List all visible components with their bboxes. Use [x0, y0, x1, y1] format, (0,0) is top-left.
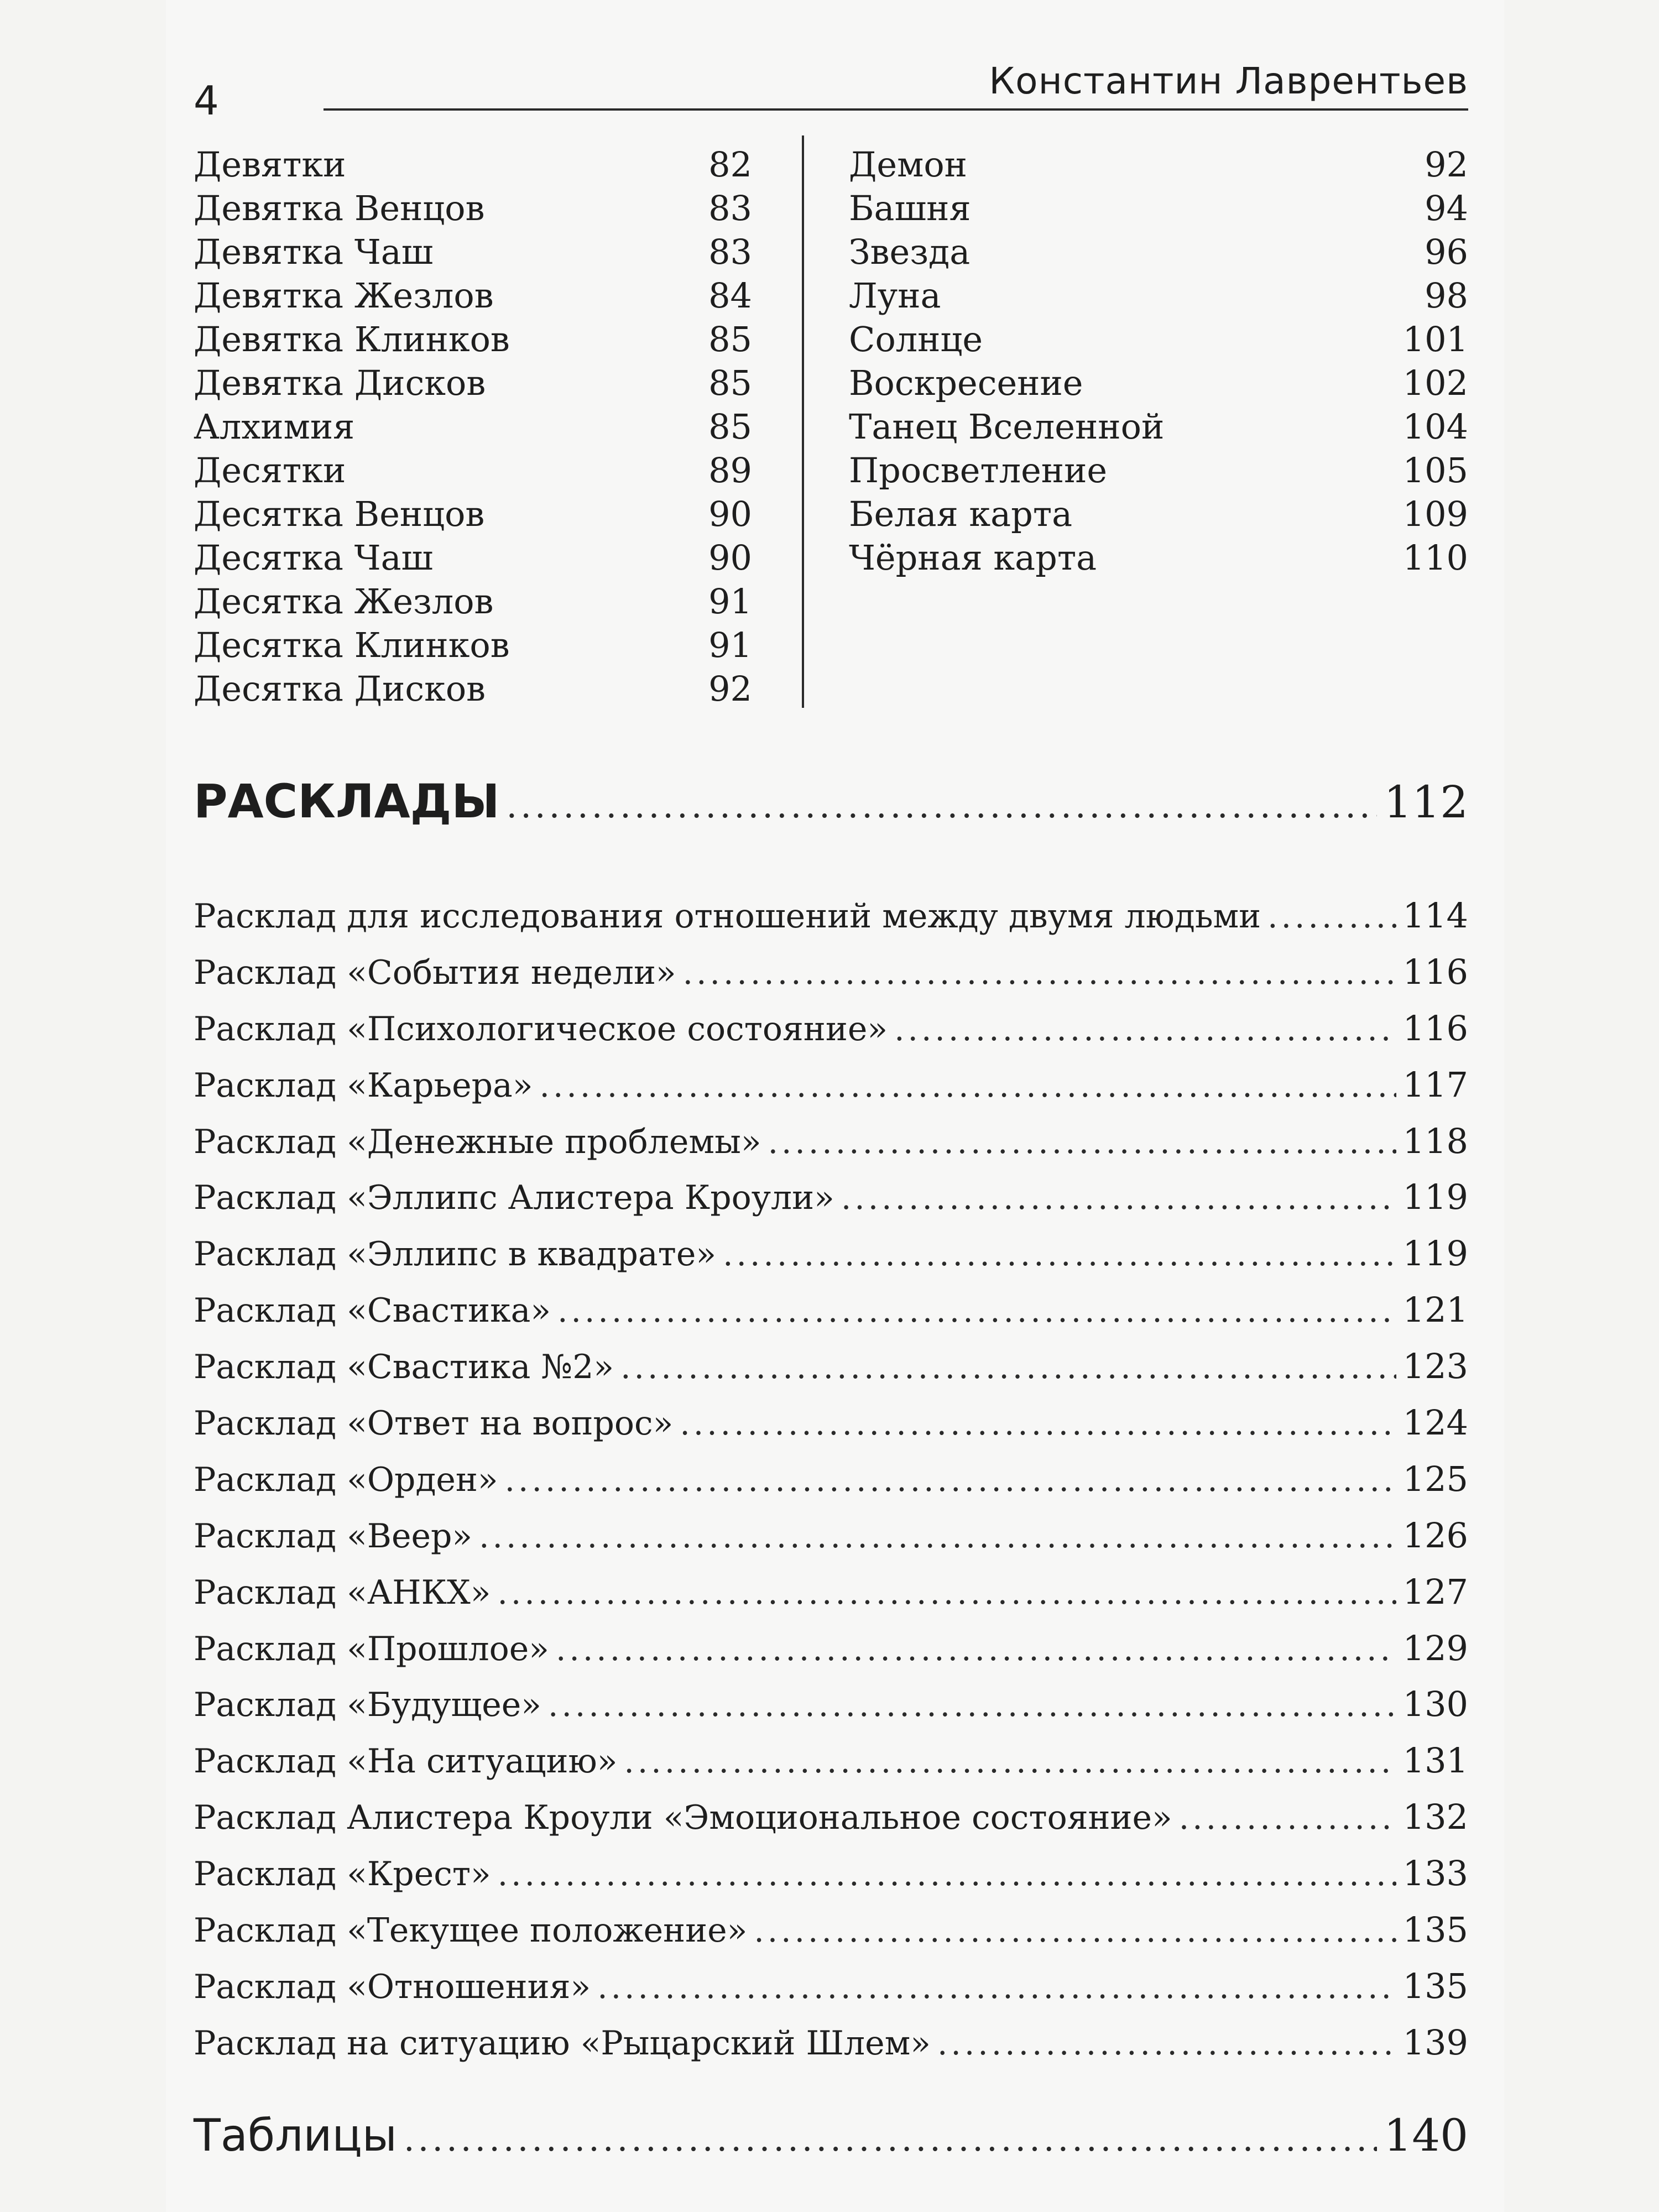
spread-entry-page: 121 — [1402, 1290, 1468, 1331]
spread-entry-page: 126 — [1402, 1515, 1468, 1556]
toc-entry[interactable] — [194, 405, 752, 448]
toc-entry-page: 90 — [708, 494, 752, 534]
spread-entry-title: Расклад «События недели» — [194, 953, 676, 992]
spread-entry-title: Расклад «Крест» — [194, 1855, 491, 1894]
toc-entry-page: 104 — [1402, 406, 1468, 447]
toc-entry[interactable] — [194, 448, 752, 492]
toc-entry-page: 102 — [1402, 363, 1468, 403]
toc-entry-page: 84 — [708, 275, 752, 316]
spread-entry-page: 119 — [1402, 1233, 1468, 1274]
spread-entry[interactable] — [194, 2015, 1468, 2071]
toc-entry-title: Белая карта — [849, 494, 1073, 534]
toc-entry-page: 105 — [1402, 450, 1468, 491]
leader-dots — [624, 1734, 1396, 1790]
toc-entry-page: 98 — [1425, 275, 1468, 316]
spread-entry-page: 130 — [1402, 1684, 1468, 1725]
section-tables-title: Таблицы — [194, 2110, 397, 2161]
spread-entry-page: 127 — [1402, 1571, 1468, 1612]
toc-entry[interactable] — [194, 667, 752, 711]
spread-entry[interactable] — [194, 1507, 1468, 1564]
section-tables-page: 140 — [1384, 2110, 1468, 2161]
spread-entry-title: Расклад «Отношения» — [194, 1967, 591, 2006]
section-tables[interactable] — [194, 2110, 1468, 2161]
toc-entry[interactable] — [194, 186, 752, 230]
toc-entry-title: Девятки — [194, 144, 346, 185]
spread-entry-page: 124 — [1402, 1402, 1468, 1443]
toc-entry[interactable] — [194, 143, 752, 186]
section-spreads-page: 112 — [1384, 776, 1468, 828]
spread-entry[interactable] — [194, 1451, 1468, 1507]
toc-entry[interactable] — [194, 580, 752, 623]
spread-entry-title: Расклад Алистера Кроули «Эмоциональное состояние» — [194, 1798, 1172, 1838]
toc-entry-page: 85 — [708, 406, 752, 447]
section-spreads-title: РАСКЛАДЫ — [194, 774, 500, 828]
spread-entry-title: Расклад «Эллипс Алистера Кроули» — [194, 1178, 834, 1218]
leader-dots — [556, 1621, 1396, 1678]
leader-dots — [841, 1170, 1396, 1227]
toc-entry-title: Демон — [849, 144, 967, 185]
spread-entry-page: 123 — [1402, 1346, 1468, 1387]
leader-dots — [404, 2119, 1377, 2159]
spread-entry-page: 117 — [1402, 1064, 1468, 1105]
toc-entry-title: Десятка Клинков — [194, 625, 510, 665]
spread-entry[interactable] — [194, 1733, 1468, 1789]
spread-entry[interactable] — [194, 1282, 1468, 1338]
section-spreads[interactable] — [194, 774, 1468, 828]
leader-dots — [505, 1452, 1396, 1509]
spread-entry-title: Расклад «Денежные проблемы» — [194, 1122, 761, 1161]
leader-dots — [754, 1903, 1396, 1959]
spread-entry[interactable] — [194, 1789, 1468, 1845]
leader-dots — [620, 1339, 1396, 1396]
spread-entry[interactable] — [194, 1113, 1468, 1170]
spread-entry[interactable] — [194, 944, 1468, 1000]
toc-entry-page: 91 — [708, 581, 752, 622]
toc-entry-title: Танец Вселенной — [849, 406, 1165, 447]
toc-entry-page: 83 — [708, 232, 752, 272]
spread-entry[interactable] — [194, 1000, 1468, 1057]
toc-entry[interactable] — [849, 448, 1468, 492]
spread-entry-title: Расклад на ситуацию «Рыцарский Шлем» — [194, 2023, 931, 2063]
spread-entry[interactable] — [194, 1564, 1468, 1620]
spread-entry-page: 132 — [1402, 1797, 1468, 1838]
toc-entry-page: 109 — [1402, 494, 1468, 534]
spreads-list — [194, 888, 1468, 2071]
toc-entry[interactable] — [194, 536, 752, 580]
page-number: 4 — [194, 77, 219, 124]
toc-entry[interactable] — [194, 274, 752, 317]
spread-entry[interactable] — [194, 1169, 1468, 1225]
toc-entry-title: Девятка Венцов — [194, 188, 485, 228]
leader-dots — [557, 1283, 1396, 1339]
spread-entry-title: Расклад «АНКХ» — [194, 1573, 491, 1612]
spread-entry-title: Расклад «Орден» — [194, 1460, 498, 1499]
spread-entry-title: Расклад «На ситуацию» — [194, 1742, 618, 1781]
toc-entry-title: Звезда — [849, 232, 971, 272]
toc-entry-page: 92 — [1425, 144, 1468, 185]
toc-entry-page: 91 — [708, 625, 752, 665]
spread-entry[interactable] — [194, 1902, 1468, 1958]
spread-entry-title: Расклад «Психологическое состояние» — [194, 1009, 888, 1048]
toc-entry-page: 83 — [708, 188, 752, 228]
toc-entry-page: 92 — [708, 669, 752, 709]
toc-entry-title: Чёрная карта — [849, 538, 1097, 578]
spread-entry-title: Расклад «Текущее положение» — [194, 1911, 748, 1950]
spread-entry[interactable] — [194, 1395, 1468, 1451]
toc-entry-title: Воскресение — [849, 363, 1083, 403]
spread-entry-title: Расклад «Веер» — [194, 1516, 473, 1556]
spread-entry-page: 131 — [1402, 1740, 1468, 1781]
leader-dots — [894, 1001, 1396, 1058]
running-head: Константин Лаврентьев — [989, 60, 1468, 102]
toc-entry-page: 101 — [1402, 319, 1468, 359]
toc-entry[interactable] — [849, 405, 1468, 448]
spread-entry-page: 133 — [1402, 1853, 1468, 1894]
spread-entry-title: Расклад «Будущее» — [194, 1686, 542, 1725]
leader-dots — [479, 1509, 1396, 1565]
spread-entry-title: Расклад «Эллипс в квадрате» — [194, 1235, 717, 1274]
spread-entry-page: 118 — [1402, 1120, 1468, 1161]
spread-entry[interactable] — [194, 1845, 1468, 1902]
toc-entry[interactable] — [849, 186, 1468, 230]
spread-entry-page: 129 — [1402, 1627, 1468, 1668]
toc-entry[interactable] — [194, 623, 752, 667]
toc-entry-page: 85 — [708, 319, 752, 359]
toc-entry-title: Десятка Венцов — [194, 494, 485, 534]
spread-entry-page: 119 — [1402, 1177, 1468, 1218]
header-rule — [324, 108, 1468, 111]
spread-entry-page: 116 — [1402, 951, 1468, 992]
toc-entry-title: Десятка Дисков — [194, 669, 486, 709]
toc-entry-title: Просветление — [849, 450, 1108, 491]
toc-entry-page: 82 — [708, 144, 752, 185]
contents-right-column — [849, 143, 1468, 580]
toc-entry-page: 89 — [708, 450, 752, 491]
spread-entry[interactable] — [194, 888, 1468, 944]
contents-left-column — [194, 143, 752, 711]
spread-entry-page: 139 — [1402, 2022, 1468, 2063]
leader-dots — [723, 1227, 1396, 1283]
leader-dots — [548, 1677, 1396, 1734]
toc-entry[interactable] — [194, 230, 752, 274]
leader-dots — [937, 2016, 1396, 2072]
toc-entry[interactable] — [849, 536, 1468, 580]
leader-dots — [683, 945, 1396, 1001]
spread-entry[interactable] — [194, 1338, 1468, 1395]
toc-entry[interactable] — [849, 492, 1468, 536]
toc-entry[interactable] — [849, 274, 1468, 317]
leader-dots — [1179, 1790, 1396, 1846]
toc-entry-title: Девятка Дисков — [194, 363, 486, 403]
spread-entry-title: Расклад «Прошлое» — [194, 1629, 549, 1668]
spread-entry[interactable] — [194, 1676, 1468, 1733]
leader-dots — [540, 1058, 1396, 1114]
toc-entry-page: 94 — [1425, 188, 1468, 228]
spread-entry-title: Расклад для исследования отношений между двумя людьми — [194, 897, 1261, 936]
toc-entry-page: 110 — [1402, 538, 1468, 578]
toc-entry[interactable] — [849, 317, 1468, 361]
spread-entry-title: Расклад «Свастика» — [194, 1291, 551, 1331]
spread-entry-title: Расклад «Ответ на вопрос» — [194, 1404, 674, 1443]
toc-entry-title: Десятки — [194, 450, 346, 491]
toc-entry-title: Луна — [849, 275, 941, 316]
toc-entry-title: Девятка Чаш — [194, 232, 434, 272]
spread-entry-page: 114 — [1402, 895, 1468, 936]
leader-dots — [1267, 889, 1396, 945]
spread-entry[interactable] — [194, 1620, 1468, 1677]
toc-entry[interactable] — [849, 361, 1468, 405]
spread-entry-title: Расклад «Карьера» — [194, 1066, 533, 1105]
spread-entry[interactable] — [194, 1958, 1468, 2015]
leader-dots — [768, 1114, 1396, 1171]
spread-entry-title: Расклад «Свастика №2» — [194, 1348, 614, 1387]
toc-entry-title: Десятка Жезлов — [194, 581, 494, 622]
toc-entry-page: 90 — [708, 538, 752, 578]
spread-entry-page: 135 — [1402, 1965, 1468, 2006]
spread-entry[interactable] — [194, 1057, 1468, 1113]
toc-entry-title: Башня — [849, 188, 971, 228]
toc-entry-title: Солнце — [849, 319, 983, 359]
toc-entry[interactable] — [194, 317, 752, 361]
toc-entry[interactable] — [194, 492, 752, 536]
toc-entry-title: Алхимия — [194, 406, 355, 447]
column-divider — [802, 135, 804, 708]
leader-dots — [507, 785, 1378, 826]
toc-entry[interactable] — [194, 361, 752, 405]
spread-entry-page: 125 — [1402, 1458, 1468, 1499]
leader-dots — [497, 1565, 1396, 1621]
toc-entry-title: Десятка Чаш — [194, 538, 434, 578]
toc-entry-title: Девятка Клинков — [194, 319, 510, 359]
toc-entry-title: Девятка Жезлов — [194, 275, 494, 316]
toc-entry[interactable] — [849, 230, 1468, 274]
leader-dots — [597, 1959, 1396, 2016]
spread-entry[interactable] — [194, 1225, 1468, 1282]
toc-entry[interactable] — [849, 143, 1468, 186]
toc-entry-page: 96 — [1425, 232, 1468, 272]
leader-dots — [498, 1846, 1396, 1903]
leader-dots — [680, 1396, 1396, 1452]
spread-entry-page: 135 — [1402, 1910, 1468, 1950]
spread-entry-page: 116 — [1402, 1008, 1468, 1048]
toc-entry-page: 85 — [708, 363, 752, 403]
